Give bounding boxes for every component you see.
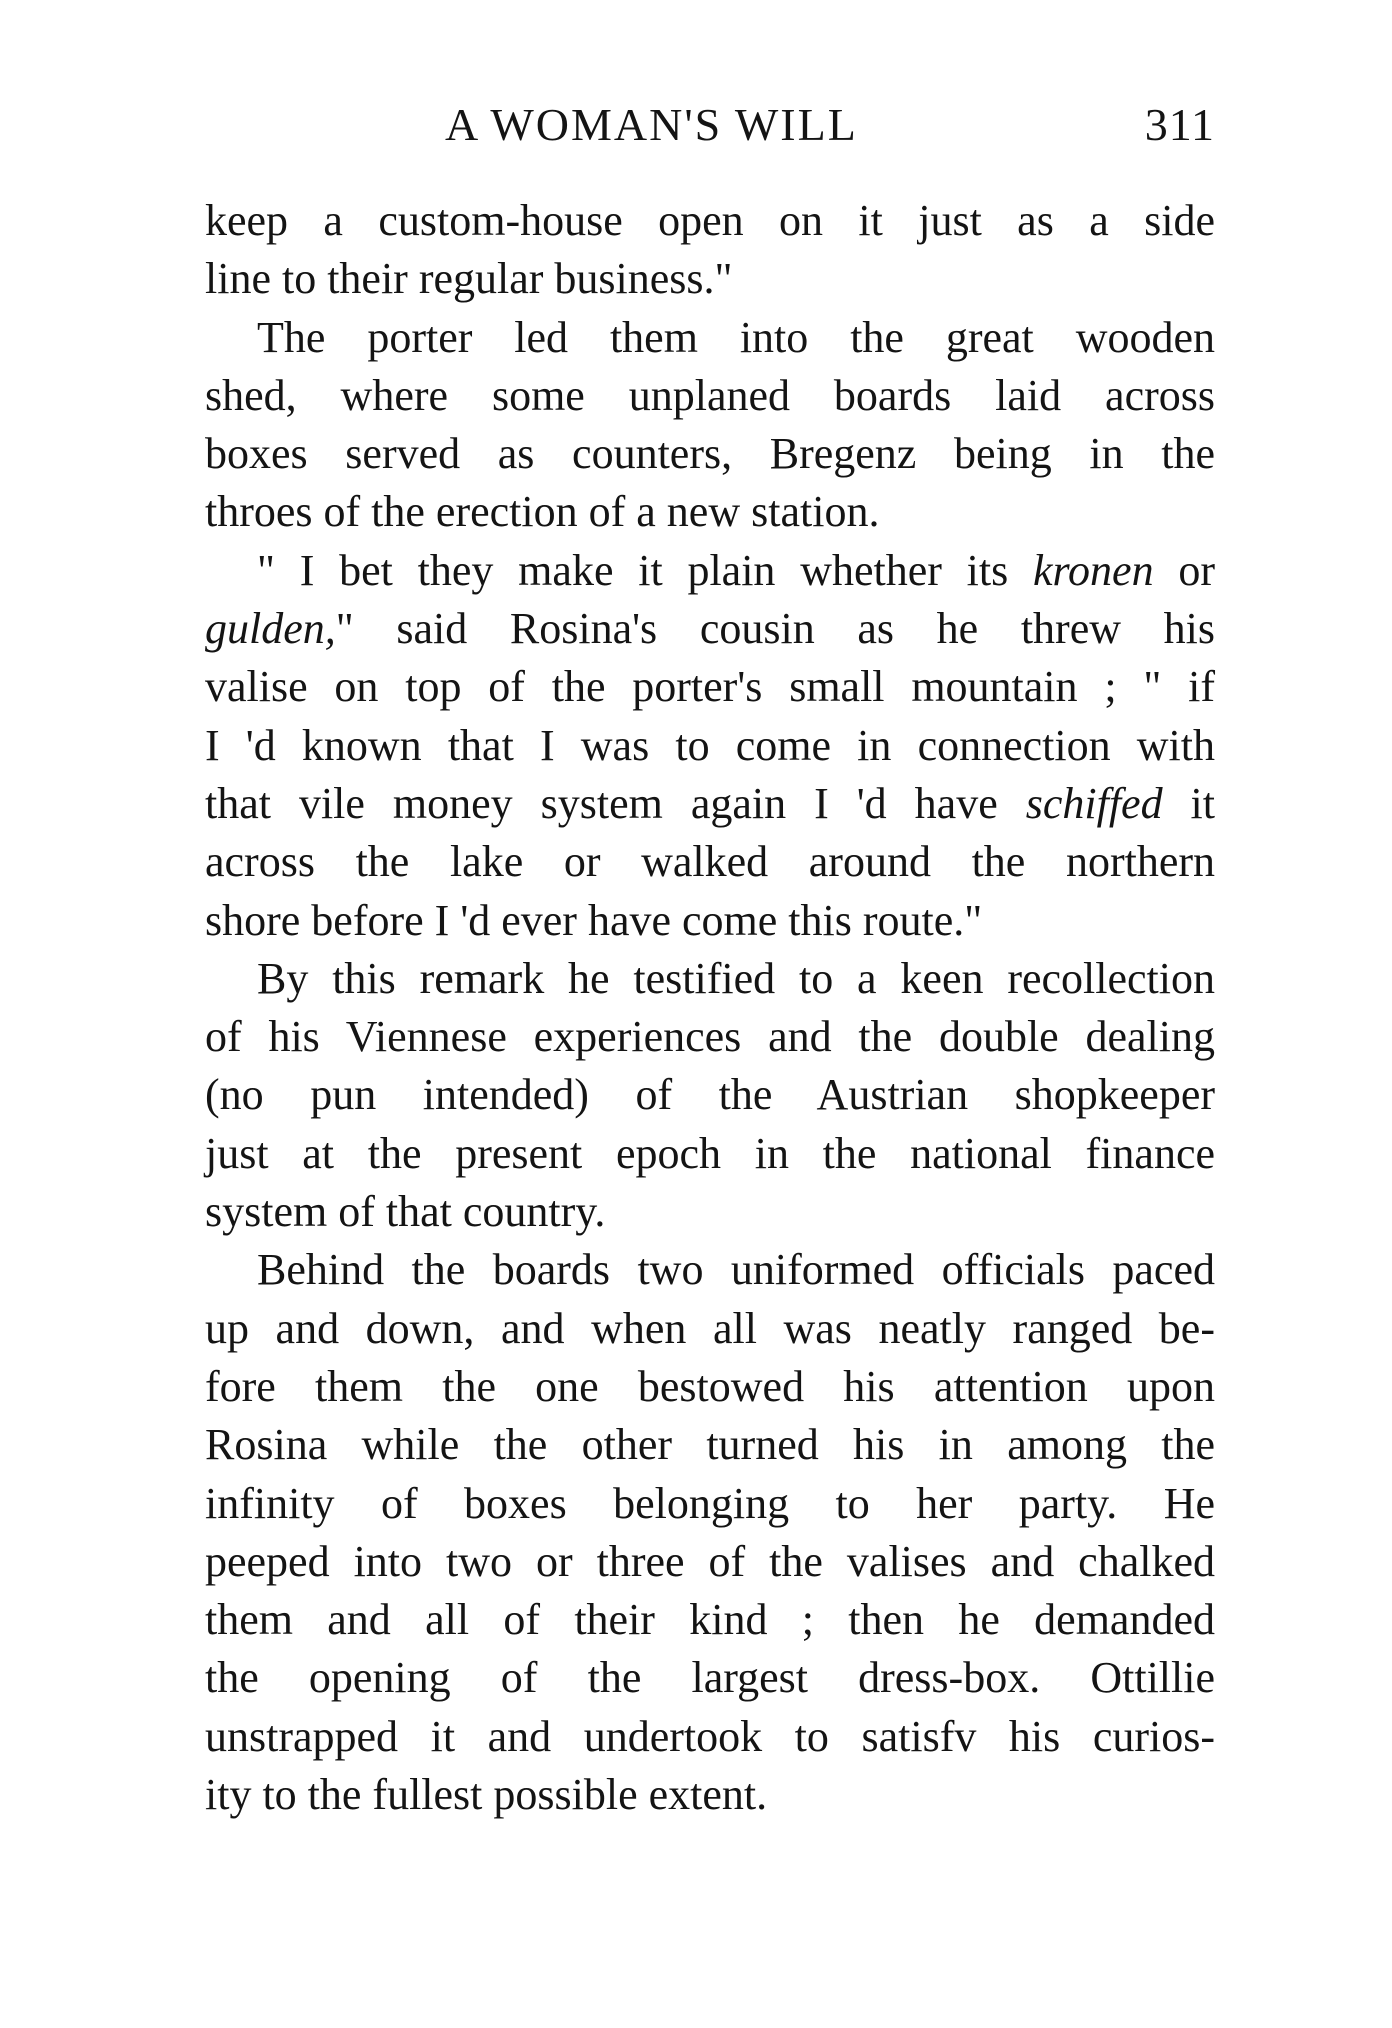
text-line: The porter led them into the great wooden [257,312,1215,362]
text-line: up and down, and when all was neatly ranged be- [205,1303,1215,1353]
running-head [205,98,1215,168]
text-line: unstrapped it and undertook to satisfv his curios- [205,1711,1215,1761]
text-line: valise on top of the porter's small mountain ; " if [205,662,1215,712]
text-line: gulden," said Rosina's cousin as he threw his [205,604,1215,654]
italic-word: kronen [1033,545,1154,595]
text-line: line to their regular business." [205,254,733,304]
text-line: shed, where some unplaned boards laid across [205,370,1215,420]
text-line: keep a custom-house open on it just as a side [205,196,1215,245]
text-line: just at the present epoch in the national finance [205,1128,1215,1178]
body-text [205,192,1215,1824]
text-line: the opening of the largest dress-box. Ottillie [205,1653,1215,1703]
italic-word: schiffed [1025,778,1163,828]
text-line: (no pun intended) of the Austrian shopkeeper [205,1070,1215,1120]
text-line: Rosina while the other turned his in among the [205,1420,1215,1470]
text-line: across the lake or walked around the northern [205,837,1215,887]
text-line: shore before I 'd ever have come this route." [205,895,983,945]
text-line: throes of the erection of a new station. [205,487,880,537]
text-line: infinity of boxes belonging to her party. He [205,1478,1215,1528]
text-line: boxes served as counters, Bregenz being in the [205,429,1215,479]
text-line: them and all of their kind ; then he demanded [205,1595,1215,1645]
text-line: fore them the one bestowed his attention upon [205,1361,1215,1411]
page-number: 311 [1144,99,1215,150]
text-line: ity to the fullest possible extent. [205,1770,768,1820]
text-line: system of that country. [205,1187,606,1237]
text-line: peeped into two or three of the valises and chalked [205,1536,1215,1586]
text-line: Behind the boards two uniformed officials paced [257,1245,1215,1295]
text-line: " I bet they make it plain whether its kronen or [257,545,1215,595]
running-title: A WOMAN'S WILL [445,99,858,150]
text-line: By this remark he testified to a keen recollection [257,953,1215,1003]
text-line: of his Viennese experiences and the double dealing [205,1012,1215,1062]
text-line: that vile money system again I 'd have schiffed it [205,778,1216,828]
italic-word: gulden, [205,604,336,654]
text-line: I 'd known that I was to come in connection with [205,720,1215,770]
